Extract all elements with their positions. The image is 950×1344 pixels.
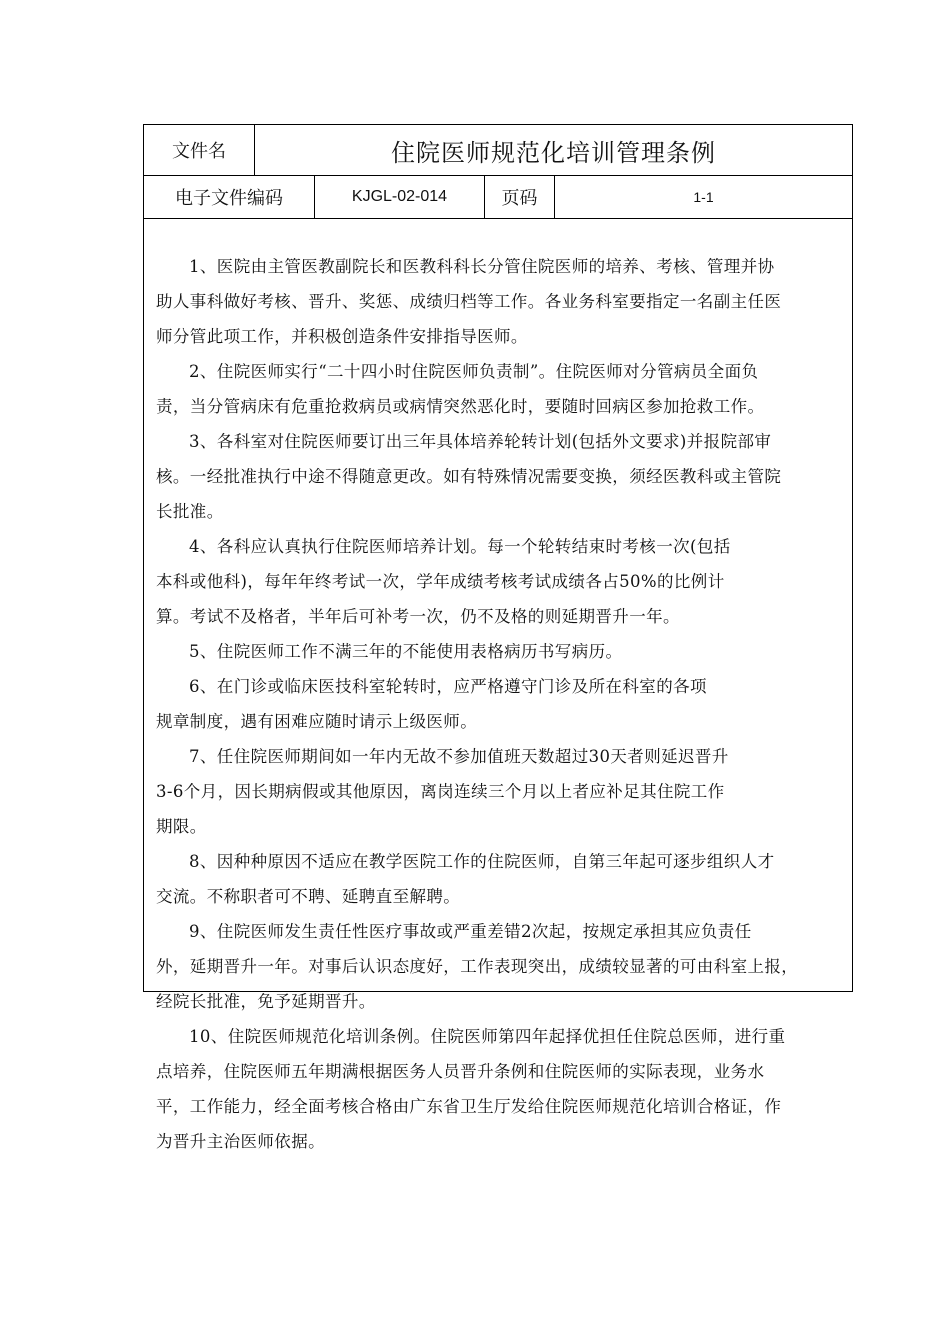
paragraph xyxy=(156,669,842,739)
paragraph-line: 4、各科应认真执行住院医师培养计划。每一个轮转结束时考核一次(包括 xyxy=(189,537,731,556)
paragraph-line: 助人事科做好考核、晋升、奖惩、成绩归档等工作。各业务科室要指定一名副主任医 xyxy=(156,292,782,311)
paragraph-line: 核。一经批准执行中途不得随意更改。如有特殊情况需要变换，须经医教科或主管院 xyxy=(156,467,782,486)
document-frame xyxy=(143,124,853,1151)
paragraph-line: 经院长批准，免予延期晋升。 xyxy=(156,992,376,1011)
paragraph-line: 期限。 xyxy=(156,817,207,836)
paragraph-line: 师分管此项工作，并积极创造条件安排指导医师。 xyxy=(156,327,528,346)
paragraph-line: 为晋升主治医师依据。 xyxy=(156,1132,325,1151)
paragraph-line: 平，工作能力，经全面考核合格由广东省卫生厅发给住院医师规范化培训合格证，作 xyxy=(156,1097,782,1116)
paragraph xyxy=(156,844,842,914)
paragraph xyxy=(156,739,842,844)
paragraph xyxy=(156,424,842,529)
paragraph-line: 长批准。 xyxy=(156,502,224,521)
paragraph-line: 10、住院医师规范化培训条例。住院医师第四年起择优担任住院总医师，进行重 xyxy=(189,1027,786,1046)
paragraph-line: 点培养，住院医师五年期满根据医务人员晋升条例和住院医师的实际表现，业务水 xyxy=(156,1062,765,1081)
header-row-meta xyxy=(144,176,852,219)
file-name-label: 文件名 xyxy=(144,125,255,175)
paragraph-line: 算。考试不及格者，半年后可补考一次，仍不及格的则延期晋升一年。 xyxy=(156,607,680,626)
code-label: 电子文件编码 xyxy=(144,176,315,218)
paragraph-line: 8、因种种原因不适应在教学医院工作的住院医师，自第三年起可逐步组织人才 xyxy=(189,852,775,871)
header-row-title xyxy=(144,125,852,176)
page-label: 页码 xyxy=(485,176,555,218)
paragraph-line: 3-6个月，因长期病假或其他原因，离岗连续三个月以上者应补足其住院工作 xyxy=(156,782,725,801)
paragraph-line: 外，延期晋升一年。对事后认识态度好，工作表现突出，成绩较显著的可由科室上报， xyxy=(156,957,799,976)
paragraph-line: 5、住院医师工作不满三年的不能使用表格病历书写病历。 xyxy=(189,642,623,661)
page-value: 1-1 xyxy=(693,189,714,205)
paragraph xyxy=(156,914,842,1019)
code-value: KJGL-02-014 xyxy=(315,176,485,218)
paragraph-line: 规章制度，遇有困难应随时请示上级医师。 xyxy=(156,712,478,731)
paragraph xyxy=(156,529,842,634)
paragraph-line: 1、医院由主管医教副院长和医教科科长分管住院医师的培养、考核、管理并协 xyxy=(189,257,775,276)
paragraph xyxy=(156,634,842,669)
paragraph-line: 本科或他科)，每年年终考试一次，学年成绩考核考试成绩各占50%的比例计 xyxy=(156,572,725,591)
paragraph-line: 2、住院医师实行“二十四小时住院医师负责制”。住院医师对分管病员全面负 xyxy=(189,362,759,381)
paragraph xyxy=(156,249,842,354)
paragraph-line: 3、各科室对住院医师要订出三年具体培养轮转计划(包括外文要求)并报院部审 xyxy=(189,432,772,451)
document-body xyxy=(144,219,852,1151)
paragraph xyxy=(156,1019,842,1159)
document-title: 住院医师规范化培训管理条例 xyxy=(391,138,716,167)
paragraph xyxy=(156,354,842,424)
paragraph-line: 交流。不称职者可不聘、延聘直至解聘。 xyxy=(156,887,461,906)
paragraph-line: 6、在门诊或临床医技科室轮转时，应严格遵守门诊及所在科室的各项 xyxy=(189,677,707,696)
paragraph-line: 责，当分管病床有危重抢救病员或病情突然恶化时，要随时回病区参加抢救工作。 xyxy=(156,397,765,416)
paragraph-line: 7、任住院医师期间如一年内无故不参加值班天数超过30天者则延迟晋升 xyxy=(189,747,729,766)
paragraph-line: 9、住院医师发生责任性医疗事故或严重差错2次起，按规定承担其应负责任 xyxy=(189,922,752,941)
